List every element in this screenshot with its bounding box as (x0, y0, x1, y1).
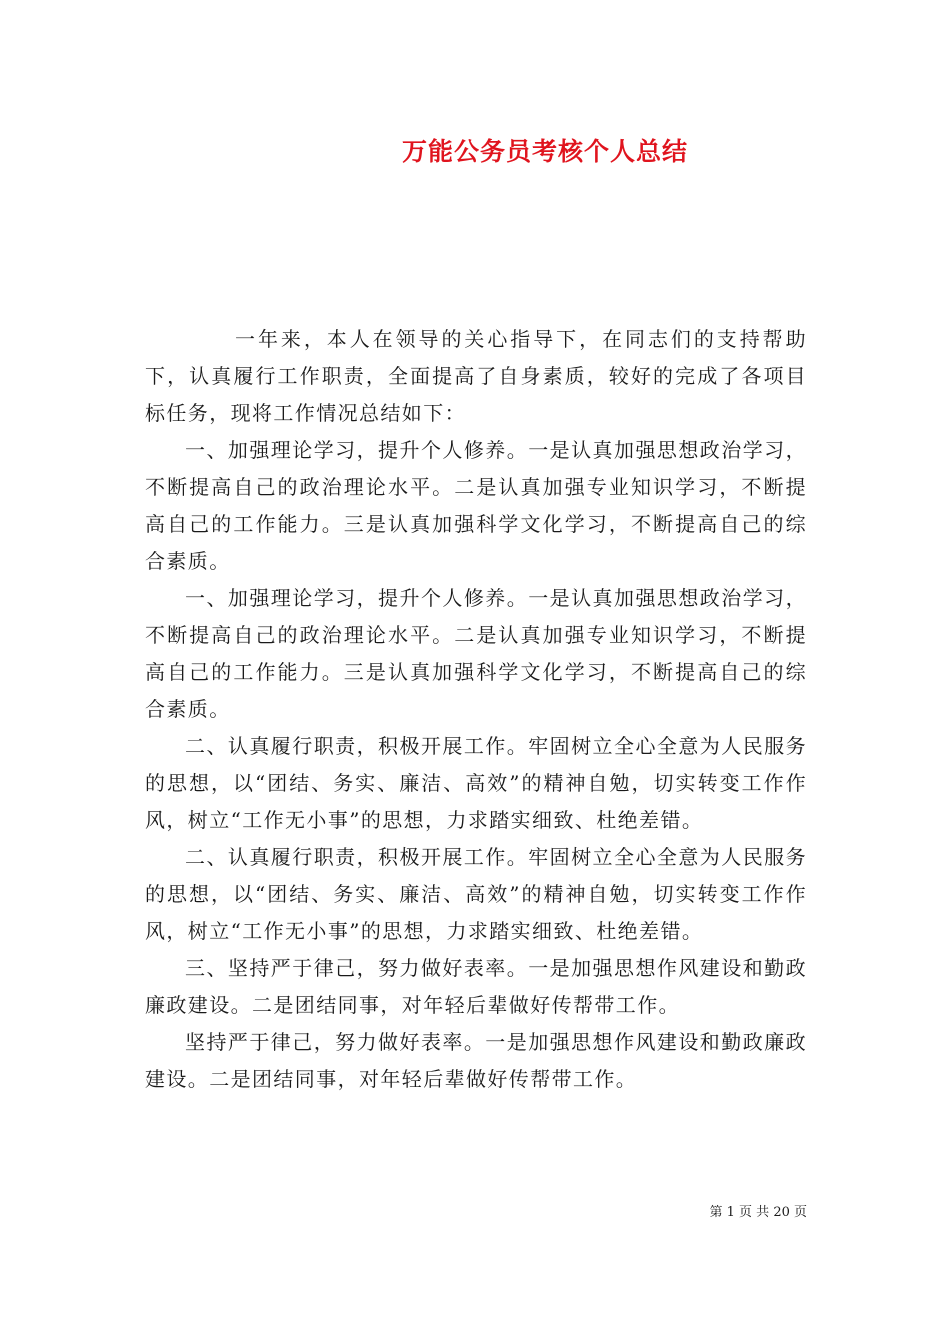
page-number-footer: 第 1 页 共 20 页 (709, 1205, 807, 1220)
paragraph-intro: 一年来，本人在领导的关心指导下，在同志们的支持帮助下，认真履行工作职责，全面提高了自身素质，较好的完成了各项目标任务，现将工作情况总结如下： (145, 327, 807, 425)
paragraph-section-3: 三、坚持严于律己，努力做好表率。一是加强思想作风建设和勤政廉政建设。二是团结同事，对年轻后辈做好传帮带工作。 (145, 956, 807, 1017)
paragraph-section-2-repeat: 二、认真履行职责，积极开展工作。牢固树立全心全意为人民服务的思想，以“团结、务实、廉洁、高效”的精神自勉，切实转变工作作风，树立“工作无小事”的思想，力求踏实细致、杜绝差错。 (145, 845, 807, 943)
paragraph-section-1-repeat: 一、加强理论学习，提升个人修养。一是认真加强思想政治学习，不断提高自己的政治理论水平。二是认真加强专业知识学习，不断提高自己的工作能力。三是认真加强科学文化学习，不断提高自己的综合素质。 (145, 586, 807, 721)
paragraph-section-1: 一、加强理论学习，提升个人修养。一是认真加强思想政治学习，不断提高自己的政治理论水平。二是认真加强专业知识学习，不断提高自己的工作能力。三是认真加强科学文化学习，不断提高自己的综合素质。 (145, 438, 807, 573)
document-body (145, 321, 807, 1098)
document-title: 万能公务员考核个人总结 (401, 137, 688, 166)
paragraph-section-3-repeat: 坚持严于律己，努力做好表率。一是加强思想作风建设和勤政廉政建设。二是团结同事，对年轻后辈做好传帮带工作。 (145, 1030, 807, 1091)
paragraph-section-2: 二、认真履行职责，积极开展工作。牢固树立全心全意为人民服务的思想，以“团结、务实、廉洁、高效”的精神自勉，切实转变工作作风，树立“工作无小事”的思想，力求踏实细致、杜绝差错。 (145, 734, 807, 832)
